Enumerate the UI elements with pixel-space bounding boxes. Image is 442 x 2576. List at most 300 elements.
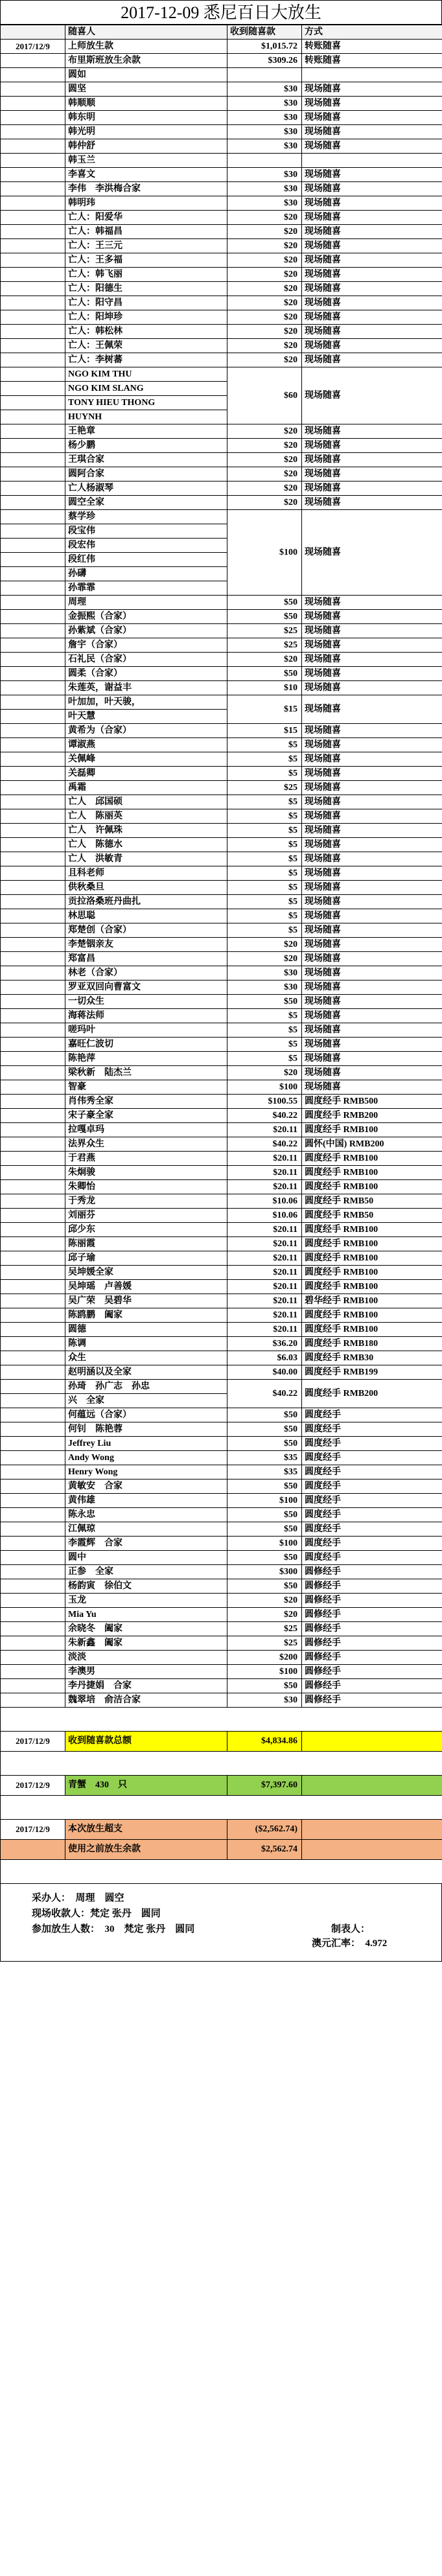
row-date (1, 1337, 65, 1351)
row-amount: $20 (227, 339, 302, 353)
row-date (1, 981, 65, 995)
row-donor-name: 石礼民（合家） (65, 653, 227, 667)
table-row (1, 1251, 442, 1266)
row-date (1, 852, 65, 866)
row-date (1, 966, 65, 981)
row-date (1, 97, 65, 111)
row-method: 现场随喜 (302, 339, 442, 353)
row-amount: $5 (227, 909, 302, 923)
summary-label: 收到随喜款总额 (65, 1732, 227, 1752)
row-amount: $6.03 (227, 1351, 302, 1365)
row-date (1, 752, 65, 767)
row-method: 现场随喜 (302, 225, 442, 239)
table-row (1, 1422, 442, 1437)
row-donor-name: 上师放生款 (65, 40, 227, 54)
row-amount: $30 (227, 981, 302, 995)
row-method: 现场随喜 (302, 196, 442, 211)
row-method: 现场随喜 (302, 268, 442, 282)
row-amount: $10.06 (227, 1194, 302, 1209)
table-row (1, 1465, 442, 1479)
table-row (1, 981, 442, 995)
row-amount: $5 (227, 852, 302, 866)
table-row (1, 1494, 442, 1508)
spacer-cell (1, 1860, 442, 1884)
row-date (1, 367, 65, 382)
row-donor-name: HUYNH (65, 410, 227, 424)
row-date (1, 339, 65, 353)
row-amount: $20 (227, 496, 302, 510)
table-row (1, 1579, 442, 1594)
table-row (1, 1095, 442, 1109)
row-donor-name: 孙霏霏 (65, 581, 227, 596)
row-amount: $20.11 (227, 1251, 302, 1266)
row-method: 现场随喜 (302, 653, 442, 667)
row-method: 现场随喜 (302, 681, 442, 695)
table-row (1, 1194, 442, 1209)
row-method: 圆度经手 (302, 1408, 442, 1422)
row-date (1, 952, 65, 966)
row-date (1, 1365, 65, 1380)
row-date (1, 1494, 65, 1508)
table-row (1, 482, 442, 496)
row-amount: $40.22 (227, 1109, 302, 1123)
row-date (1, 1465, 65, 1479)
row-donor-name: Mia Yu (65, 1608, 227, 1622)
row-date (1, 496, 65, 510)
row-amount: $50 (227, 1522, 302, 1537)
row-date (1, 1251, 65, 1266)
row-method: 圆度经手 RMB100 (302, 1223, 442, 1237)
row-donor-name: 段宝伟 (65, 524, 227, 539)
row-donor-name: 贡拉洛桑班丹曲扎 (65, 895, 227, 909)
row-method: 现场随喜 (302, 809, 442, 824)
table-row (1, 339, 442, 353)
row-amount: $15 (227, 695, 302, 724)
row-donor-name: 亡人：李树蕃 (65, 353, 227, 367)
row-method: 现场随喜 (302, 1023, 442, 1038)
row-amount: $5 (227, 738, 302, 752)
row-donor-name: 拉嘎卓玛 (65, 1123, 227, 1137)
participants-note: 参加放生人数： 30 梵定 张丹 圆同 (32, 1924, 195, 1934)
row-method: 现场随喜 (302, 439, 442, 453)
summary-amount: $7,397.60 (227, 1776, 302, 1796)
row-amount: $5 (227, 866, 302, 881)
row-method: 圆修经手 (302, 1636, 442, 1651)
row-date (1, 581, 65, 596)
row-amount: $20.11 (227, 1266, 302, 1280)
row-donor-name: TONY HIEU THONG (65, 396, 227, 410)
row-method: 现场随喜 (302, 1009, 442, 1023)
row-amount: $50 (227, 1579, 302, 1594)
row-amount: $50 (227, 1679, 302, 1693)
row-amount: $30 (227, 111, 302, 125)
table-row (1, 310, 442, 325)
row-donor-name: 亡人：阳德生 (65, 282, 227, 296)
table-row (1, 1522, 442, 1537)
row-amount: $50 (227, 1551, 302, 1565)
row-donor-name: 嘉旺仁波切 (65, 1038, 227, 1052)
row-method: 圆度经手 RMB100 (302, 1123, 442, 1137)
row-amount: $50 (227, 667, 302, 681)
row-amount: $25 (227, 624, 302, 638)
row-date (1, 1166, 65, 1180)
table-row (1, 296, 442, 310)
row-donor-name: 淡淡 (65, 1651, 227, 1665)
row-donor-name: 于君燕 (65, 1152, 227, 1166)
row-donor-name: 朱新鑫 阖家 (65, 1636, 227, 1651)
row-method: 现场随喜 (302, 239, 442, 253)
row-method: 圆度经手 (302, 1494, 442, 1508)
row-donor-name: 罗亚双回向曹富文 (65, 981, 227, 995)
row-method: 圆度经手 (302, 1451, 442, 1465)
row-method: 现场随喜 (302, 795, 442, 809)
summary-row (1, 1776, 442, 1796)
row-date (1, 1551, 65, 1565)
row-amount: $5 (227, 881, 302, 895)
row-method: 圆度经手 (302, 1522, 442, 1537)
row-method: 圆修经手 (302, 1622, 442, 1636)
summary-date: 2017/12/9 (1, 1776, 65, 1796)
row-amount (227, 68, 302, 82)
row-donor-name: 魏翠培 俞洁合家 (65, 1693, 227, 1708)
row-method: 现场随喜 (302, 952, 442, 966)
row-date (1, 567, 65, 581)
row-date (1, 1052, 65, 1066)
row-donor-name: 李澳男 (65, 1665, 227, 1679)
table-row (1, 196, 442, 211)
row-donor-name: 林思聪 (65, 909, 227, 923)
row-method: 现场随喜 (302, 981, 442, 995)
row-method: 现场随喜 (302, 852, 442, 866)
row-date (1, 382, 65, 396)
row-method: 圆度经手 (302, 1537, 442, 1551)
row-method: 圆修经手 (302, 1579, 442, 1594)
table-row (1, 1137, 442, 1152)
row-date (1, 1422, 65, 1437)
row-method: 现场随喜 (302, 1052, 442, 1066)
row-method: 圆度经手 RMB100 (302, 1166, 442, 1180)
row-method: 圆度经手 RMB199 (302, 1365, 442, 1380)
table-row (1, 824, 442, 838)
table-row (1, 1651, 442, 1665)
table-row (1, 1679, 442, 1693)
row-date (1, 539, 65, 553)
row-method: 碧华经手 RMB100 (302, 1294, 442, 1308)
row-date (1, 396, 65, 410)
row-amount: $100 (227, 1494, 302, 1508)
row-donor-name: 亡人：韩福昌 (65, 225, 227, 239)
row-amount: $20 (227, 1066, 302, 1080)
row-donor-name: 杨韵寅 徐伯文 (65, 1579, 227, 1594)
exchange-rate-note: 澳元汇率： 4.972 (312, 1938, 388, 1949)
table-row (1, 1038, 442, 1052)
row-donor-name: 韩玉兰 (65, 154, 227, 168)
row-method: 现场随喜 (302, 767, 442, 781)
row-date (1, 610, 65, 624)
row-method: 圆度经手 RMB500 (302, 1095, 442, 1109)
row-amount: $1,015.72 (227, 40, 302, 54)
header-method: 方式 (302, 25, 442, 40)
row-donor-name: 孙紫斌（合家） (65, 624, 227, 638)
table-row (1, 1123, 442, 1137)
table-row (1, 838, 442, 852)
table-row (1, 781, 442, 795)
row-donor-name: 亡人 邱国硕 (65, 795, 227, 809)
table-row (1, 866, 442, 881)
row-date (1, 638, 65, 653)
row-method: 现场随喜 (302, 353, 442, 367)
table-row (1, 852, 442, 866)
row-donor-name: 黄敏安 合家 (65, 1479, 227, 1494)
row-amount: $20 (227, 453, 302, 467)
row-method: 现场随喜 (302, 781, 442, 795)
row-method: 现场随喜 (302, 211, 442, 225)
row-date (1, 211, 65, 225)
row-method: 圆度经手 (302, 1422, 442, 1437)
row-donor-name: 布里斯班放生余款 (65, 54, 227, 68)
table-row (1, 681, 442, 695)
table-row (1, 1023, 442, 1038)
table-row (1, 995, 442, 1009)
table-row (1, 895, 442, 909)
table-row (1, 795, 442, 809)
row-date (1, 54, 65, 68)
row-donor-name: Jeffrey Liu (65, 1437, 227, 1451)
row-amount: $5 (227, 838, 302, 852)
row-donor-name: 朱炯骏 (65, 1166, 227, 1180)
row-method (302, 68, 442, 82)
row-donor-name: Andy Wong (65, 1451, 227, 1465)
row-date (1, 467, 65, 482)
row-date (1, 653, 65, 667)
table-row (1, 667, 442, 681)
donation-table (0, 25, 442, 1884)
row-method: 转账随喜 (302, 54, 442, 68)
row-donor-name: 陈调 (65, 1337, 227, 1351)
row-method: 现场随喜 (302, 1080, 442, 1095)
row-amount: $20 (227, 239, 302, 253)
summary-blank (302, 1840, 442, 1860)
row-amount: $5 (227, 752, 302, 767)
row-method: 现场随喜 (302, 111, 442, 125)
header-amount: 收到随喜款 (227, 25, 302, 40)
row-date (1, 681, 65, 695)
row-method: 现场随喜 (302, 1066, 442, 1080)
row-amount: $20.11 (227, 1152, 302, 1166)
row-date (1, 1408, 65, 1422)
row-amount: $30 (227, 182, 302, 196)
row-date (1, 881, 65, 895)
row-donor-name: 周理 (65, 596, 227, 610)
row-donor-name: 叶天慧 (65, 710, 227, 724)
table-row (1, 111, 442, 125)
row-method: 转账随喜 (302, 40, 442, 54)
table-row (1, 1180, 442, 1194)
table-row (1, 1308, 442, 1323)
header-blank (1, 25, 65, 40)
row-method: 圆度经手 RMB180 (302, 1337, 442, 1351)
row-method: 圆修经手 (302, 1594, 442, 1608)
row-donor-name: 正参 全家 (65, 1565, 227, 1579)
row-method: 现场随喜 (302, 838, 442, 852)
row-amount: $30 (227, 97, 302, 111)
header-row (1, 25, 442, 40)
row-donor-name: 亡人 陈德水 (65, 838, 227, 852)
row-date (1, 866, 65, 881)
row-method: 现场随喜 (302, 866, 442, 881)
row-date (1, 596, 65, 610)
spacer-row (1, 1860, 442, 1884)
row-date (1, 1665, 65, 1679)
row-method: 现场随喜 (302, 97, 442, 111)
row-date (1, 482, 65, 496)
table-row (1, 68, 442, 82)
table-row (1, 1380, 442, 1394)
row-donor-name: 陈永忠 (65, 1508, 227, 1522)
row-amount: $20 (227, 310, 302, 325)
row-amount: $50 (227, 596, 302, 610)
table-row (1, 653, 442, 667)
row-date (1, 895, 65, 909)
row-date (1, 111, 65, 125)
row-date (1, 154, 65, 168)
row-amount: $10 (227, 681, 302, 695)
row-method: 现场随喜 (302, 610, 442, 624)
row-amount: $20 (227, 1608, 302, 1622)
row-method: 现场随喜 (302, 310, 442, 325)
row-donor-name: 王艳章 (65, 424, 227, 439)
table-row (1, 596, 442, 610)
table-row (1, 239, 442, 253)
row-date (1, 767, 65, 781)
row-date (1, 1679, 65, 1693)
row-amount: $25 (227, 1622, 302, 1636)
row-date (1, 1280, 65, 1294)
row-donor-name: 亡人：韩松林 (65, 325, 227, 339)
row-date (1, 1479, 65, 1494)
table-row (1, 139, 442, 154)
row-donor-name: 亡人：王三元 (65, 239, 227, 253)
row-method: 圆怀(中国) RMB200 (302, 1137, 442, 1152)
summary-row (1, 1820, 442, 1840)
row-date (1, 695, 65, 710)
row-date (1, 1080, 65, 1095)
table-row (1, 624, 442, 638)
table-row (1, 496, 442, 510)
row-donor-name: 亡人：阳爱华 (65, 211, 227, 225)
table-row (1, 952, 442, 966)
row-amount (227, 154, 302, 168)
row-method: 现场随喜 (302, 325, 442, 339)
row-donor-name: 黄希为（合家） (65, 724, 227, 738)
table-row (1, 809, 442, 824)
row-donor-name: 詹宇（合家） (65, 638, 227, 653)
row-amount: $20 (227, 282, 302, 296)
row-date (1, 268, 65, 282)
summary-blank (302, 1732, 442, 1752)
row-amount: $309.26 (227, 54, 302, 68)
row-method: 圆度经手 (302, 1437, 442, 1451)
summary-date: 2017/12/9 (1, 1820, 65, 1840)
row-method: 圆度经手 RMB100 (302, 1237, 442, 1251)
row-donor-name: 亡人 陈丽英 (65, 809, 227, 824)
row-date (1, 1223, 65, 1237)
row-date (1, 1023, 65, 1038)
row-date (1, 838, 65, 852)
row-amount: $20 (227, 268, 302, 282)
row-donor-name: 邱少东 (65, 1223, 227, 1237)
row-amount: $20 (227, 424, 302, 439)
row-donor-name: 亡人：阳坤珍 (65, 310, 227, 325)
row-donor-name: 亡人 洪敏青 (65, 852, 227, 866)
row-date (1, 1209, 65, 1223)
row-amount: $5 (227, 795, 302, 809)
row-amount: $20 (227, 439, 302, 453)
row-date (1, 139, 65, 154)
table-row (1, 638, 442, 653)
row-date (1, 510, 65, 524)
row-donor-name: 李伟 李洪梅合家 (65, 182, 227, 196)
row-amount: $5 (227, 809, 302, 824)
row-method: 圆度经手 (302, 1479, 442, 1494)
row-donor-name: 王琪合家 (65, 453, 227, 467)
row-amount: $20.11 (227, 1308, 302, 1323)
row-donor-name: NGO KIM SLANG (65, 382, 227, 396)
row-date (1, 553, 65, 567)
row-amount: $50 (227, 1508, 302, 1522)
row-date (1, 1565, 65, 1579)
summary-blank (302, 1776, 442, 1796)
row-method: 圆修经手 (302, 1665, 442, 1679)
row-donor-name: 吴坤瑶 卢善媛 (65, 1280, 227, 1294)
summary-amount: ($2,562.74) (227, 1820, 302, 1840)
row-date (1, 68, 65, 82)
row-date (1, 1095, 65, 1109)
row-method: 现场随喜 (302, 938, 442, 952)
table-row (1, 767, 442, 781)
spacer-row (1, 1752, 442, 1776)
row-date (1, 1009, 65, 1023)
row-date (1, 909, 65, 923)
row-amount: $20.11 (227, 1166, 302, 1180)
row-donor-name: 段红伟 (65, 553, 227, 567)
table-row (1, 211, 442, 225)
row-donor-name: 众生 (65, 1351, 227, 1365)
row-donor-name: 邱子瑜 (65, 1251, 227, 1266)
table-row (1, 1365, 442, 1380)
row-amount: $5 (227, 1023, 302, 1038)
summary-date (1, 1840, 65, 1860)
row-date (1, 196, 65, 211)
table-row (1, 1337, 442, 1351)
table-row (1, 1351, 442, 1365)
row-date (1, 1109, 65, 1123)
row-method: 圆修经手 (302, 1565, 442, 1579)
row-date (1, 809, 65, 824)
table-row (1, 125, 442, 139)
table-row (1, 724, 442, 738)
row-amount: $40.00 (227, 1365, 302, 1380)
row-donor-name: 李霞辉 合家 (65, 1537, 227, 1551)
row-donor-name: 一切众生 (65, 995, 227, 1009)
table-row (1, 938, 442, 952)
row-method: 圆度经手 RMB100 (302, 1180, 442, 1194)
row-method: 圆度经手 RMB100 (302, 1280, 442, 1294)
row-date (1, 738, 65, 752)
row-method: 现场随喜 (302, 923, 442, 938)
row-donor-name: 且科老师 (65, 866, 227, 881)
row-date (1, 1351, 65, 1365)
